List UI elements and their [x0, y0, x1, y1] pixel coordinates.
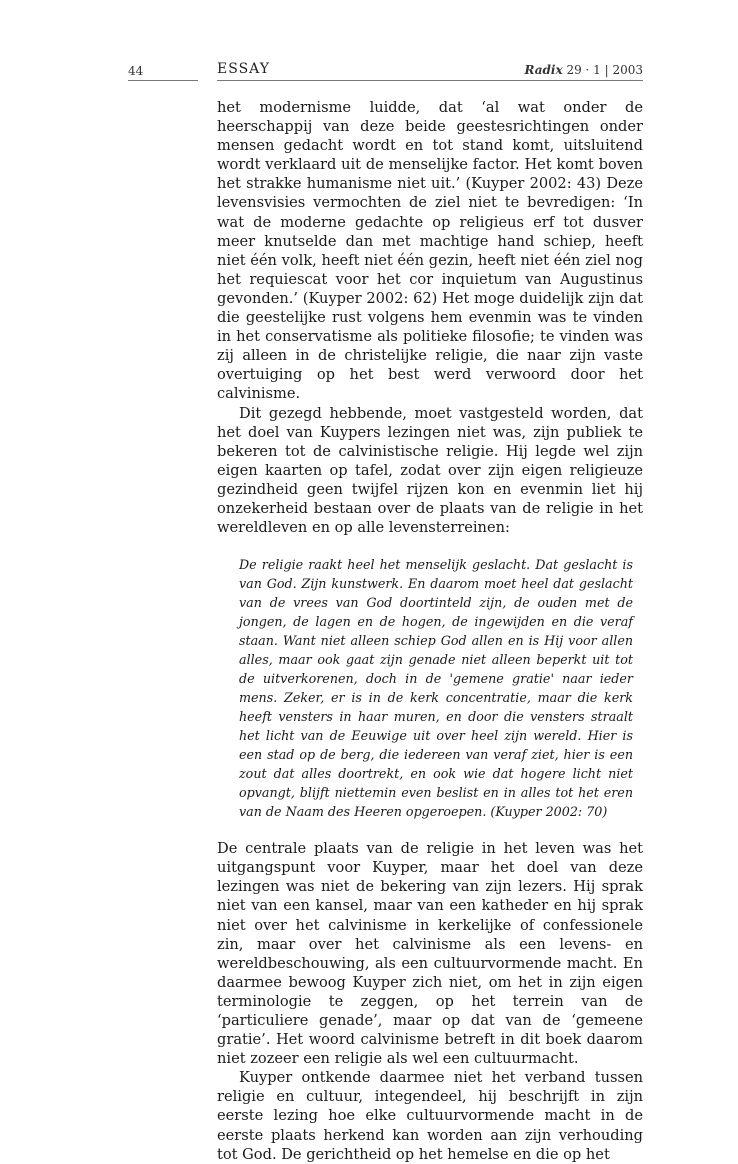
section-title: ESSAY [217, 61, 270, 77]
paragraph-2: Dit gezegd hebbende, moet vastgesteld worden, dat het doel van Kuypers lezingen niet was, zijn publiek te bekeren tot de calvinistische religie. Hij legde wel zijn eigen kaarten op tafel, zodat over zijn eigen religieuze gezindheid geen twijfel rijzen kon en evenmin liet hij onzekerheid bestaan over de plaats van de religie in het wereldleven en op alle levensterreinen: [217, 404, 643, 537]
block-quote: De religie raakt heel het menselijk geslacht. Dat geslacht is van God. Zijn kunstwerk. En daarom moet heel dat geslacht van de vrees van God doortinteld zijn, de ouden met de jongen, de lagen en de hogen, de ingewijden en die veraf staan. Want niet alleen schiep God allen en is Hij voor allen alles, maar ook gaat zijn genade niet alleen beperkt uit tot de uitverkorenen, doch in de 'gemene gratie' naar ieder mens. Zeker, er is in de kerk concentratie, maar die kerk heeft vensters in haar muren, en door die vensters straalt het licht van de Eeuwige uit over heel zijn wereld. Hier is een stad op de berg, die iedereen van veraf ziet, hier is een zout dat alles doortrekt, en ook wie dat hogere licht niet opvangt, blijft niettemin even beslist en in alles tot het eren van de Naam des Heeren opgeroepen. (Kuyper 2002: 70) [239, 557, 633, 820]
page-number: 44 [128, 64, 144, 78]
journal-reference [524, 63, 643, 77]
paragraph-1: het modernisme luidde, dat ‘al wat onder de heerschappij van deze beide geestesrichtingen onder mensen gedacht wordt en tot stand komt, uitsluitend wordt verklaard uit de menselijke factor. Het komt boven het strakke humanisme niet uit.’ (Kuyper 2002: 43) Deze levensvisies vermochten de ziel niet te bevredigen: ‘In wat de moderne gedachte op religieus erf tot dusver meer knutselde dan met machtige hand schiep, heeft niet één volk, heeft niet één gezin, heeft niet één ziel nog het requiescat voor het cor inquietum van Augustinus gevonden.’ (Kuyper 2002: 62) Het moge duidelijk zijn dat die geestelijke rust volgens hem evenmin was te vinden in het conservatisme als politieke filosofie; te vinden was zij alleen in de christelijke religie, die naar zijn vaste overtuiging op het best werd verwoord door het calvinisme. [217, 99, 643, 403]
journal-name: Radix [524, 63, 563, 77]
paragraph-3: De centrale plaats van de religie in het leven was het uitgangspunt voor Kuyper, maar het doel van deze lezingen was niet de bekering van zijn lezers. Hij sprak niet van een kansel, maar van een katheder en hij sprak niet over het calvinisme in kerkelijke of confessionele zin, maar over het calvinisme als een levens- en wereldbeschouwing, als een cultuurvormende macht. En daarmee bewoog Kuyper zich niet, om het in zijn eigen terminologie te zeggen, op het terrein van de ‘particuliere genade’, maar op dat van de ‘gemeene gratie’. Het woord calvinisme betreft in dit boek daarom niet zozeer een religie als wel een cultuurmacht. [217, 840, 643, 1068]
body-text [217, 98, 643, 1164]
page-number-rule [128, 80, 198, 81]
journal-issue: 29 · 1 | 2003 [566, 63, 643, 77]
header-rule [217, 80, 643, 81]
paragraph-4: Kuyper ontkende daarmee niet het verband tussen religie en cultuur, integendeel, hij beschrijft in zijn eerste lezing hoe elke cultuurvormende macht in de eerste plaats herkend kan worden aan zijn verhouding tot God. De gerichtheid op het hemelse en die op het [217, 1069, 643, 1163]
